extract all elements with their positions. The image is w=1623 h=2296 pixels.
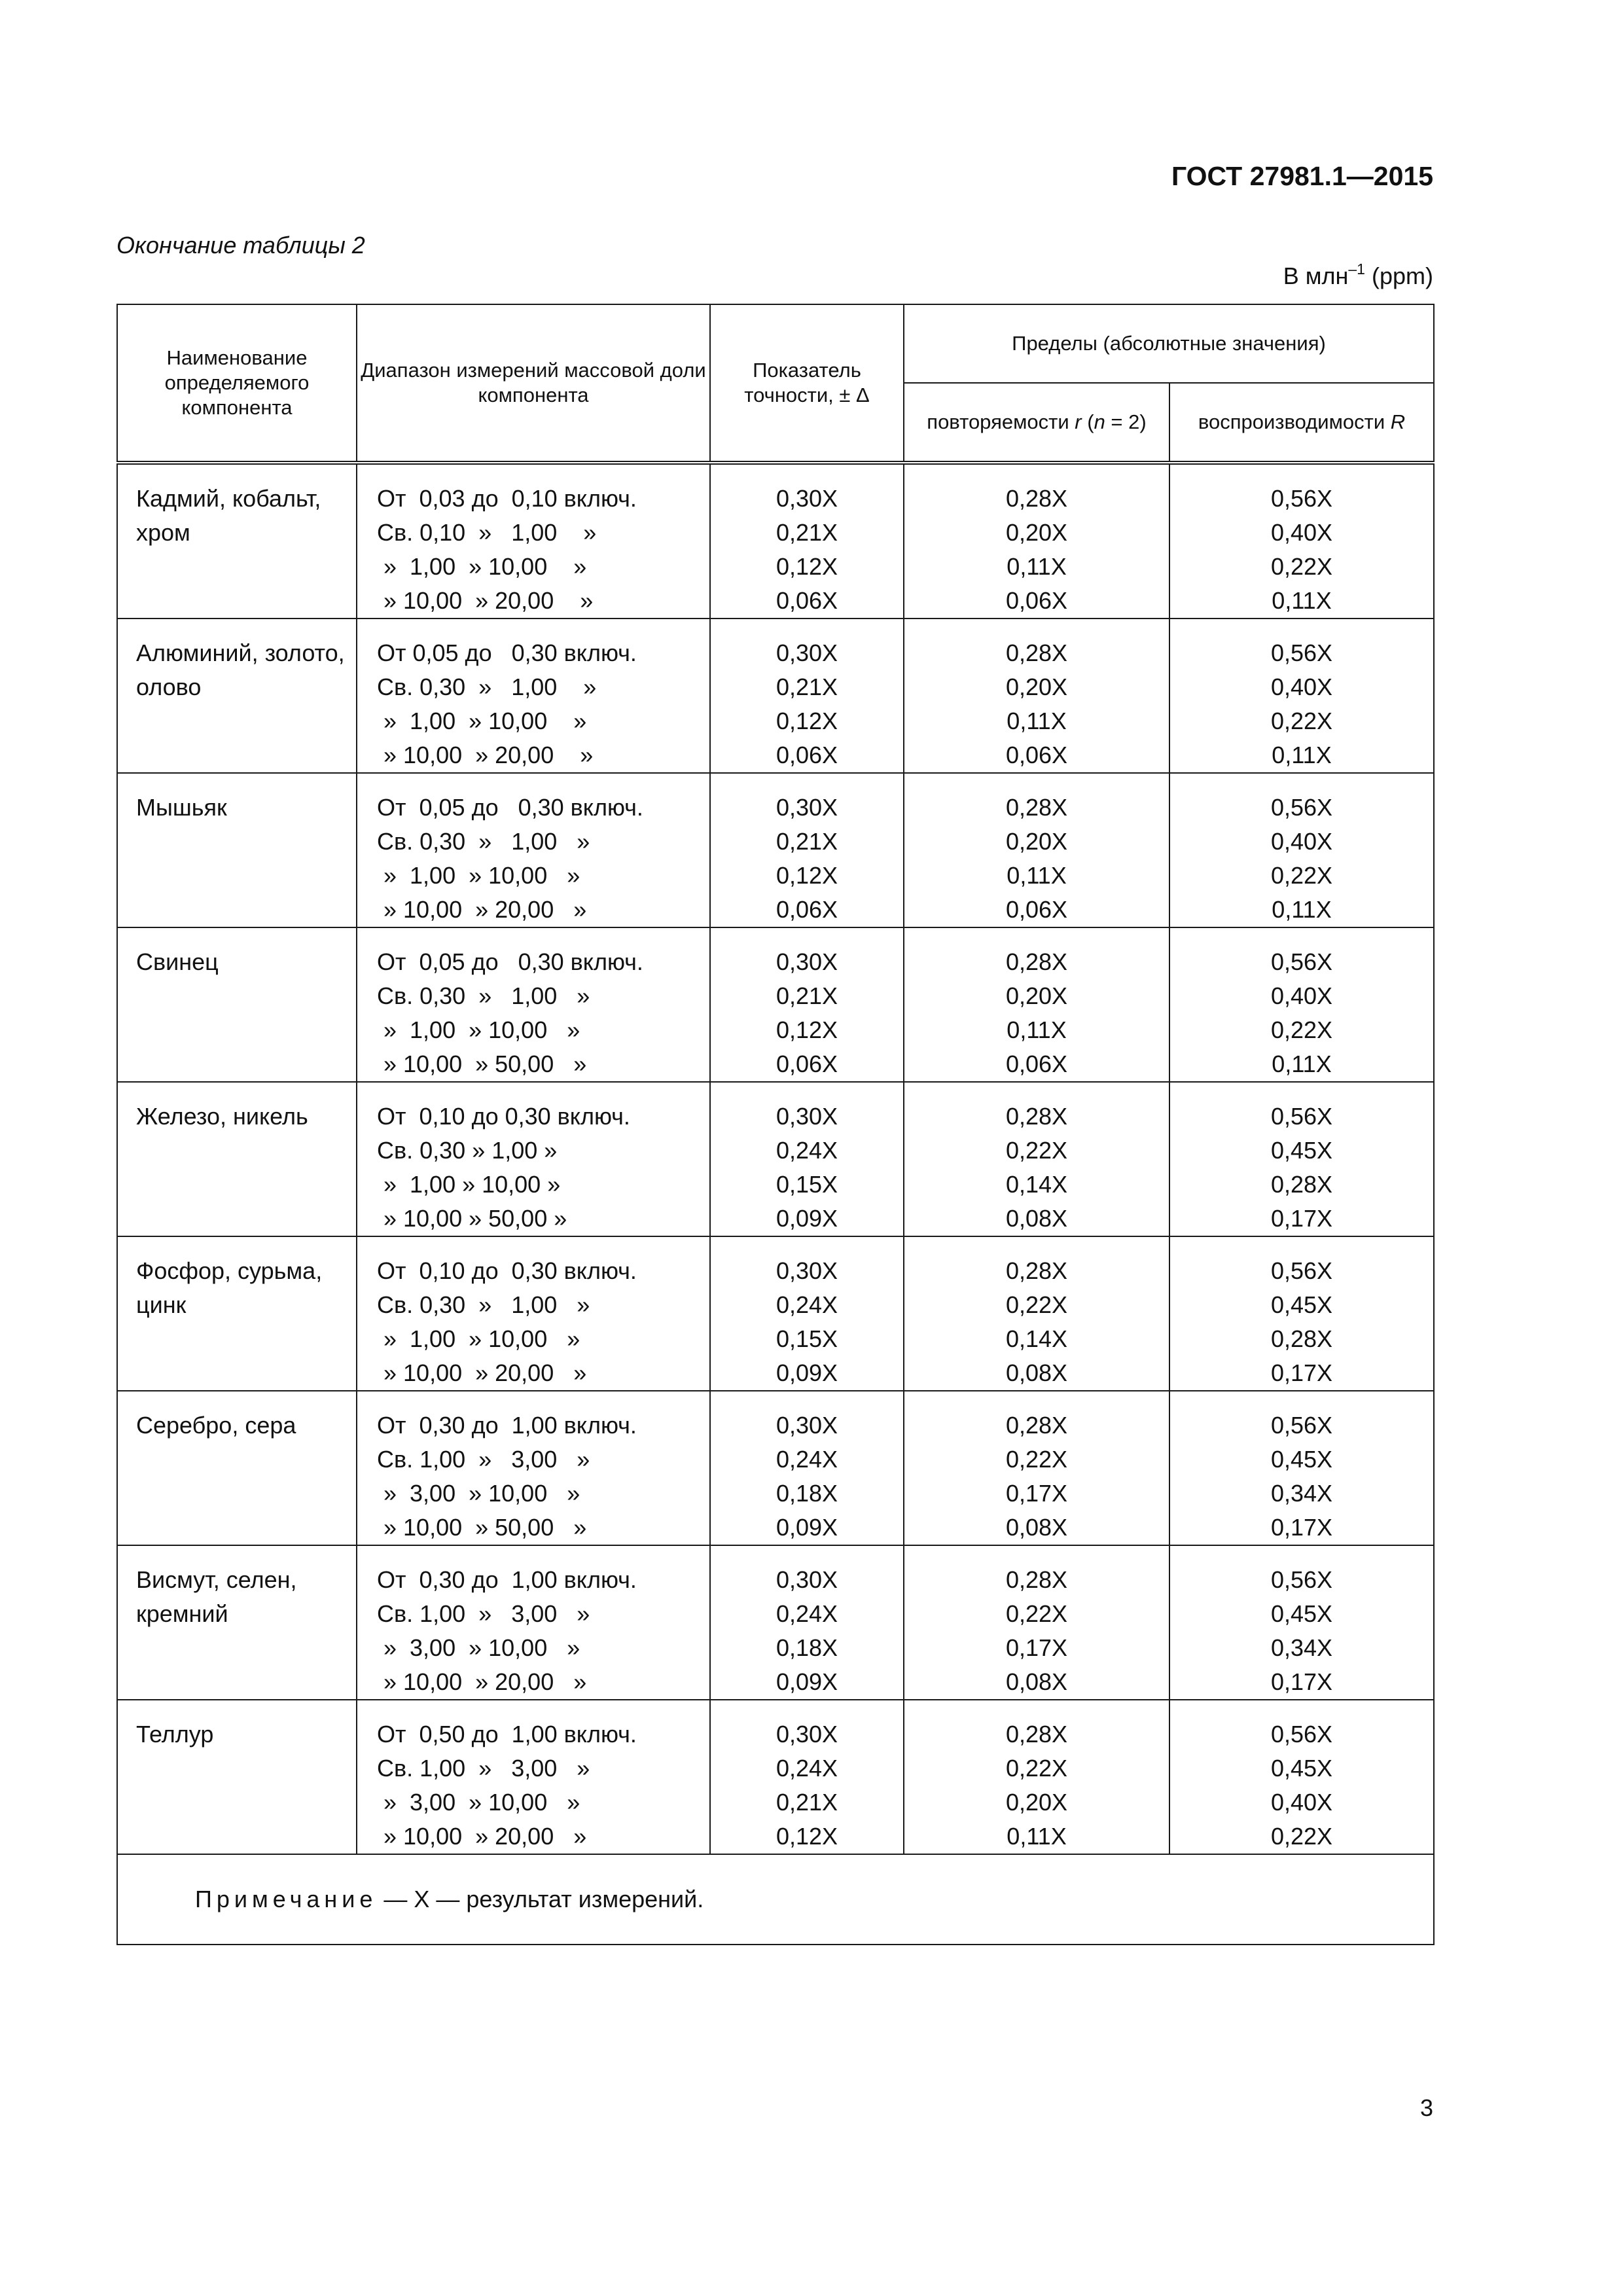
reproducibility-value: 0,56X: [1270, 1103, 1333, 1130]
component-name: Железо, никель: [117, 1082, 357, 1236]
reproducibility-value: 0,40X: [1270, 982, 1333, 1009]
units-exponent: –1: [1348, 260, 1365, 278]
reproducibility-value: 0,34X: [1270, 1634, 1333, 1661]
accuracy-cell: [710, 1700, 904, 1854]
accuracy-value: 0,12X: [776, 553, 838, 580]
accuracy-value: 0,18X: [776, 1634, 838, 1661]
reproducibility-value: 0,56X: [1270, 1412, 1333, 1439]
range-line: » 10,00 » 20,00 »: [377, 1823, 587, 1850]
reproducibility-value: 0,11X: [1272, 587, 1332, 614]
table-row: [117, 927, 1434, 1082]
table-row: [117, 773, 1434, 927]
header-range: Диапазон измерений массовой доли компонента: [357, 304, 710, 463]
ranges-cell: [357, 463, 710, 619]
reproducibility-value: 0,17X: [1270, 1668, 1333, 1695]
accuracy-cell: [710, 1082, 904, 1236]
reproducibility-value: 0,45X: [1270, 1600, 1333, 1627]
accuracy-cell: [710, 927, 904, 1082]
ranges-cell: [357, 927, 710, 1082]
accuracy-value: 0,30X: [776, 1721, 838, 1748]
table-row: [117, 1236, 1434, 1391]
reproducibility-value: 0,22X: [1270, 1823, 1333, 1850]
table-note: [117, 1854, 1434, 1945]
range-line: От 0,10 до 0,30 включ.: [377, 1257, 637, 1284]
accuracy-value: 0,30X: [776, 1257, 838, 1284]
repeatability-cell: [904, 1236, 1169, 1391]
table-row: [117, 1082, 1434, 1236]
repeatability-value: 0,11X: [1007, 708, 1067, 734]
repeatability-value: 0,22X: [1005, 1291, 1068, 1318]
reproducibility-value: 0,22X: [1270, 708, 1333, 734]
repeatability-value: 0,06X: [1005, 587, 1068, 614]
reproducibility-value: 0,40X: [1270, 519, 1333, 546]
range-line: Св. 1,00 » 3,00 »: [377, 1755, 590, 1782]
range-line: От 0,05 до 0,30 включ.: [377, 948, 643, 975]
range-line: » 10,00 » 50,00 »: [377, 1050, 587, 1077]
repeatability-value: 0,11X: [1007, 862, 1067, 889]
header-component: Наименование определяемого компонента: [117, 304, 357, 463]
accuracy-value: 0,12X: [776, 708, 838, 734]
note-text: — X — результат измерений.: [377, 1886, 704, 1912]
reproducibility-value: 0,11X: [1272, 742, 1332, 768]
reproducibility-value: 0,34X: [1270, 1480, 1333, 1507]
reproducibility-value: 0,45X: [1270, 1446, 1333, 1473]
repeatability-cell: [904, 463, 1169, 619]
reproducibility-value: 0,11X: [1272, 1050, 1332, 1077]
accuracy-cell: [710, 1236, 904, 1391]
ranges-cell: [357, 773, 710, 927]
reproducibility-value: 0,56X: [1270, 794, 1333, 821]
accuracy-value: 0,21X: [776, 673, 838, 700]
accuracy-value: 0,30X: [776, 1103, 838, 1130]
range-line: » 10,00 » 20,00 »: [377, 587, 594, 614]
accuracy-value: 0,30X: [776, 1566, 838, 1593]
table-row: [117, 1545, 1434, 1700]
range-line: » 10,00 » 20,00 »: [377, 742, 594, 768]
reproducibility-value: 0,28X: [1270, 1325, 1333, 1352]
range-line: От 0,03 до 0,10 включ.: [377, 485, 637, 512]
table-caption: Окончание таблицы 2: [116, 232, 365, 259]
repeatability-value: 0,08X: [1005, 1205, 1068, 1232]
reproducibility-value: 0,22X: [1270, 1016, 1333, 1043]
accuracy-value: 0,12X: [776, 862, 838, 889]
range-line: Св. 1,00 » 3,00 »: [377, 1600, 590, 1627]
header-accuracy: Показатель точности, ± Δ: [710, 304, 904, 463]
component-name: Висмут, селен, кремний: [117, 1545, 357, 1700]
reproducibility-value: 0,17X: [1270, 1205, 1333, 1232]
repeatability-cell: [904, 1082, 1169, 1236]
repeatability-value: 0,28X: [1005, 948, 1068, 975]
repeatability-cell: [904, 1545, 1169, 1700]
repeatability-value: 0,28X: [1005, 1721, 1068, 1748]
accuracy-cell: [710, 1545, 904, 1700]
range-line: От 0,50 до 1,00 включ.: [377, 1721, 637, 1748]
repeatability-value: 0,22X: [1005, 1137, 1068, 1164]
reproducibility-value: 0,56X: [1270, 948, 1333, 975]
repeatability-value: 0,14X: [1005, 1325, 1068, 1352]
accuracy-value: 0,18X: [776, 1480, 838, 1507]
reproducibility-cell: [1169, 1545, 1434, 1700]
reproducibility-value: 0,40X: [1270, 828, 1333, 855]
accuracy-value: 0,21X: [776, 519, 838, 546]
range-line: Св. 0,10 » 1,00 »: [377, 519, 597, 546]
component-name: Кадмий, кобальт, хром: [117, 463, 357, 619]
range-line: » 3,00 » 10,00 »: [377, 1634, 580, 1661]
accuracy-value: 0,06X: [776, 587, 838, 614]
accuracy-value: 0,30X: [776, 639, 838, 666]
component-name: Фосфор, сурьма, цинк: [117, 1236, 357, 1391]
reproducibility-value: 0,56X: [1270, 485, 1333, 512]
reproducibility-value: 0,28X: [1270, 1171, 1333, 1198]
reproducibility-value: 0,40X: [1270, 1789, 1333, 1816]
reproducibility-value: 0,56X: [1270, 639, 1333, 666]
ranges-cell: [357, 619, 710, 773]
accuracy-value: 0,09X: [776, 1205, 838, 1232]
repeatability-value: 0,06X: [1005, 896, 1068, 923]
accuracy-value: 0,30X: [776, 1412, 838, 1439]
accuracy-value: 0,24X: [776, 1755, 838, 1782]
table-row: [117, 463, 1434, 619]
range-line: От 0,05 до 0,30 включ.: [377, 794, 643, 821]
accuracy-value: 0,30X: [776, 485, 838, 512]
header-reproducibility: воспроизводимости R: [1169, 383, 1434, 463]
range-line: Св. 1,00 » 3,00 »: [377, 1446, 590, 1473]
reproducibility-value: 0,45X: [1270, 1137, 1333, 1164]
accuracy-value: 0,24X: [776, 1600, 838, 1627]
ranges-cell: [357, 1391, 710, 1545]
range-line: От 0,30 до 1,00 включ.: [377, 1566, 637, 1593]
precision-table: [116, 304, 1435, 1945]
range-line: » 1,00 » 10,00 »: [377, 1325, 580, 1352]
range-line: » 10,00 » 20,00 »: [377, 896, 587, 923]
ranges-cell: [357, 1236, 710, 1391]
reproducibility-cell: [1169, 1236, 1434, 1391]
repeatability-value: 0,28X: [1005, 1103, 1068, 1130]
accuracy-value: 0,24X: [776, 1291, 838, 1318]
range-line: Св. 0,30 » 1,00 »: [377, 673, 597, 700]
accuracy-value: 0,06X: [776, 1050, 838, 1077]
component-name: Свинец: [117, 927, 357, 1082]
accuracy-value: 0,09X: [776, 1668, 838, 1695]
reproducibility-value: 0,11X: [1272, 896, 1332, 923]
units-label: [1113, 260, 1433, 290]
reproducibility-value: 0,56X: [1270, 1721, 1333, 1748]
range-line: » 1,00 » 10,00 »: [377, 553, 587, 580]
reproducibility-cell: [1169, 773, 1434, 927]
repeatability-value: 0,22X: [1005, 1446, 1068, 1473]
range-line: » 1,00 » 10,00 »: [377, 862, 580, 889]
repeatability-value: 0,11X: [1007, 553, 1067, 580]
accuracy-value: 0,06X: [776, 896, 838, 923]
component-name: Мышьяк: [117, 773, 357, 927]
range-line: » 10,00 » 20,00 »: [377, 1359, 587, 1386]
repeatability-value: 0,20X: [1005, 828, 1068, 855]
range-line: » 3,00 » 10,00 »: [377, 1789, 580, 1816]
accuracy-cell: [710, 619, 904, 773]
header-repeatability: повторяемости r (n = 2): [904, 383, 1169, 463]
reproducibility-value: 0,17X: [1270, 1359, 1333, 1386]
repeatability-value: 0,28X: [1005, 1412, 1068, 1439]
repeatability-value: 0,06X: [1005, 1050, 1068, 1077]
accuracy-value: 0,09X: [776, 1514, 838, 1541]
range-line: » 10,00 » 20,00 »: [377, 1668, 587, 1695]
ranges-cell: [357, 1700, 710, 1854]
accuracy-value: 0,21X: [776, 982, 838, 1009]
reproducibility-value: 0,22X: [1270, 553, 1333, 580]
reproducibility-value: 0,17X: [1270, 1514, 1333, 1541]
range-line: Св. 0,30 » 1,00 »: [377, 1291, 590, 1318]
repeatability-value: 0,08X: [1005, 1668, 1068, 1695]
range-line: » 1,00 » 10,00 »: [377, 708, 587, 734]
reproducibility-cell: [1169, 463, 1434, 619]
note-label: Примечание: [195, 1886, 378, 1912]
reproducibility-value: 0,40X: [1270, 673, 1333, 700]
repeatability-value: 0,28X: [1005, 1257, 1068, 1284]
range-line: Св. 0,30 » 1,00 »: [377, 828, 590, 855]
repeatability-value: 0,28X: [1005, 794, 1068, 821]
repeatability-cell: [904, 1700, 1169, 1854]
reproducibility-cell: [1169, 1082, 1434, 1236]
reproducibility-cell: [1169, 1700, 1434, 1854]
accuracy-value: 0,15X: [776, 1171, 838, 1198]
repeatability-value: 0,20X: [1005, 982, 1068, 1009]
reproducibility-cell: [1169, 619, 1434, 773]
repeatability-cell: [904, 619, 1169, 773]
repeatability-value: 0,08X: [1005, 1359, 1068, 1386]
range-line: » 1,00 » 10,00 »: [377, 1171, 561, 1198]
repeatability-value: 0,17X: [1005, 1480, 1068, 1507]
ranges-cell: [357, 1082, 710, 1236]
accuracy-value: 0,09X: [776, 1359, 838, 1386]
accuracy-cell: [710, 1391, 904, 1545]
range-line: От 0,05 до 0,30 включ.: [377, 639, 637, 666]
header-limits: Пределы (абсолютные значения): [904, 304, 1434, 383]
component-name: Алюминий, золото, олово: [117, 619, 357, 773]
reproducibility-value: 0,45X: [1270, 1755, 1333, 1782]
accuracy-value: 0,30X: [776, 948, 838, 975]
range-line: » 3,00 » 10,00 »: [377, 1480, 580, 1507]
reproducibility-value: 0,56X: [1270, 1257, 1333, 1284]
range-line: » 10,00 » 50,00 »: [377, 1514, 587, 1541]
table-row: [117, 1700, 1434, 1854]
component-name: Теллур: [117, 1700, 357, 1854]
reproducibility-value: 0,45X: [1270, 1291, 1333, 1318]
ranges-cell: [357, 1545, 710, 1700]
units-suffix: (ppm): [1364, 262, 1433, 289]
repeatability-value: 0,17X: [1005, 1634, 1068, 1661]
accuracy-value: 0,06X: [776, 742, 838, 768]
repeatability-value: 0,20X: [1005, 519, 1068, 546]
repeatability-cell: [904, 927, 1169, 1082]
repeatability-value: 0,11X: [1007, 1016, 1067, 1043]
repeatability-value: 0,11X: [1007, 1823, 1067, 1850]
repeatability-cell: [904, 773, 1169, 927]
range-line: Св. 0,30 » 1,00 »: [377, 1137, 558, 1164]
accuracy-value: 0,12X: [776, 1823, 838, 1850]
reproducibility-cell: [1169, 927, 1434, 1082]
units-prefix: В млн: [1283, 262, 1349, 289]
repeatability-value: 0,22X: [1005, 1600, 1068, 1627]
repeatability-value: 0,28X: [1005, 485, 1068, 512]
repeatability-value: 0,20X: [1005, 1789, 1068, 1816]
reproducibility-value: 0,56X: [1270, 1566, 1333, 1593]
range-line: От 0,30 до 1,00 включ.: [377, 1412, 637, 1439]
repeatability-value: 0,22X: [1005, 1755, 1068, 1782]
accuracy-value: 0,24X: [776, 1137, 838, 1164]
accuracy-cell: [710, 463, 904, 619]
component-name: Серебро, сера: [117, 1391, 357, 1545]
range-line: » 10,00 » 50,00 »: [377, 1205, 567, 1232]
range-line: От 0,10 до 0,30 включ.: [377, 1103, 630, 1130]
range-line: Св. 0,30 » 1,00 »: [377, 982, 590, 1009]
repeatability-value: 0,14X: [1005, 1171, 1068, 1198]
table-row: [117, 1391, 1434, 1545]
standard-number: ГОСТ 27981.1—2015: [1171, 161, 1433, 191]
repeatability-value: 0,08X: [1005, 1514, 1068, 1541]
table-row: [117, 619, 1434, 773]
accuracy-value: 0,12X: [776, 1016, 838, 1043]
repeatability-value: 0,28X: [1005, 639, 1068, 666]
accuracy-value: 0,24X: [776, 1446, 838, 1473]
range-line: » 1,00 » 10,00 »: [377, 1016, 580, 1043]
reproducibility-value: 0,22X: [1270, 862, 1333, 889]
page-number: 3: [1419, 2094, 1433, 2121]
reproducibility-cell: [1169, 1391, 1434, 1545]
repeatability-cell: [904, 1391, 1169, 1545]
accuracy-value: 0,21X: [776, 1789, 838, 1816]
repeatability-value: 0,06X: [1005, 742, 1068, 768]
repeatability-value: 0,20X: [1005, 673, 1068, 700]
accuracy-value: 0,30X: [776, 794, 838, 821]
repeatability-value: 0,28X: [1005, 1566, 1068, 1593]
accuracy-value: 0,21X: [776, 828, 838, 855]
accuracy-value: 0,15X: [776, 1325, 838, 1352]
accuracy-cell: [710, 773, 904, 927]
